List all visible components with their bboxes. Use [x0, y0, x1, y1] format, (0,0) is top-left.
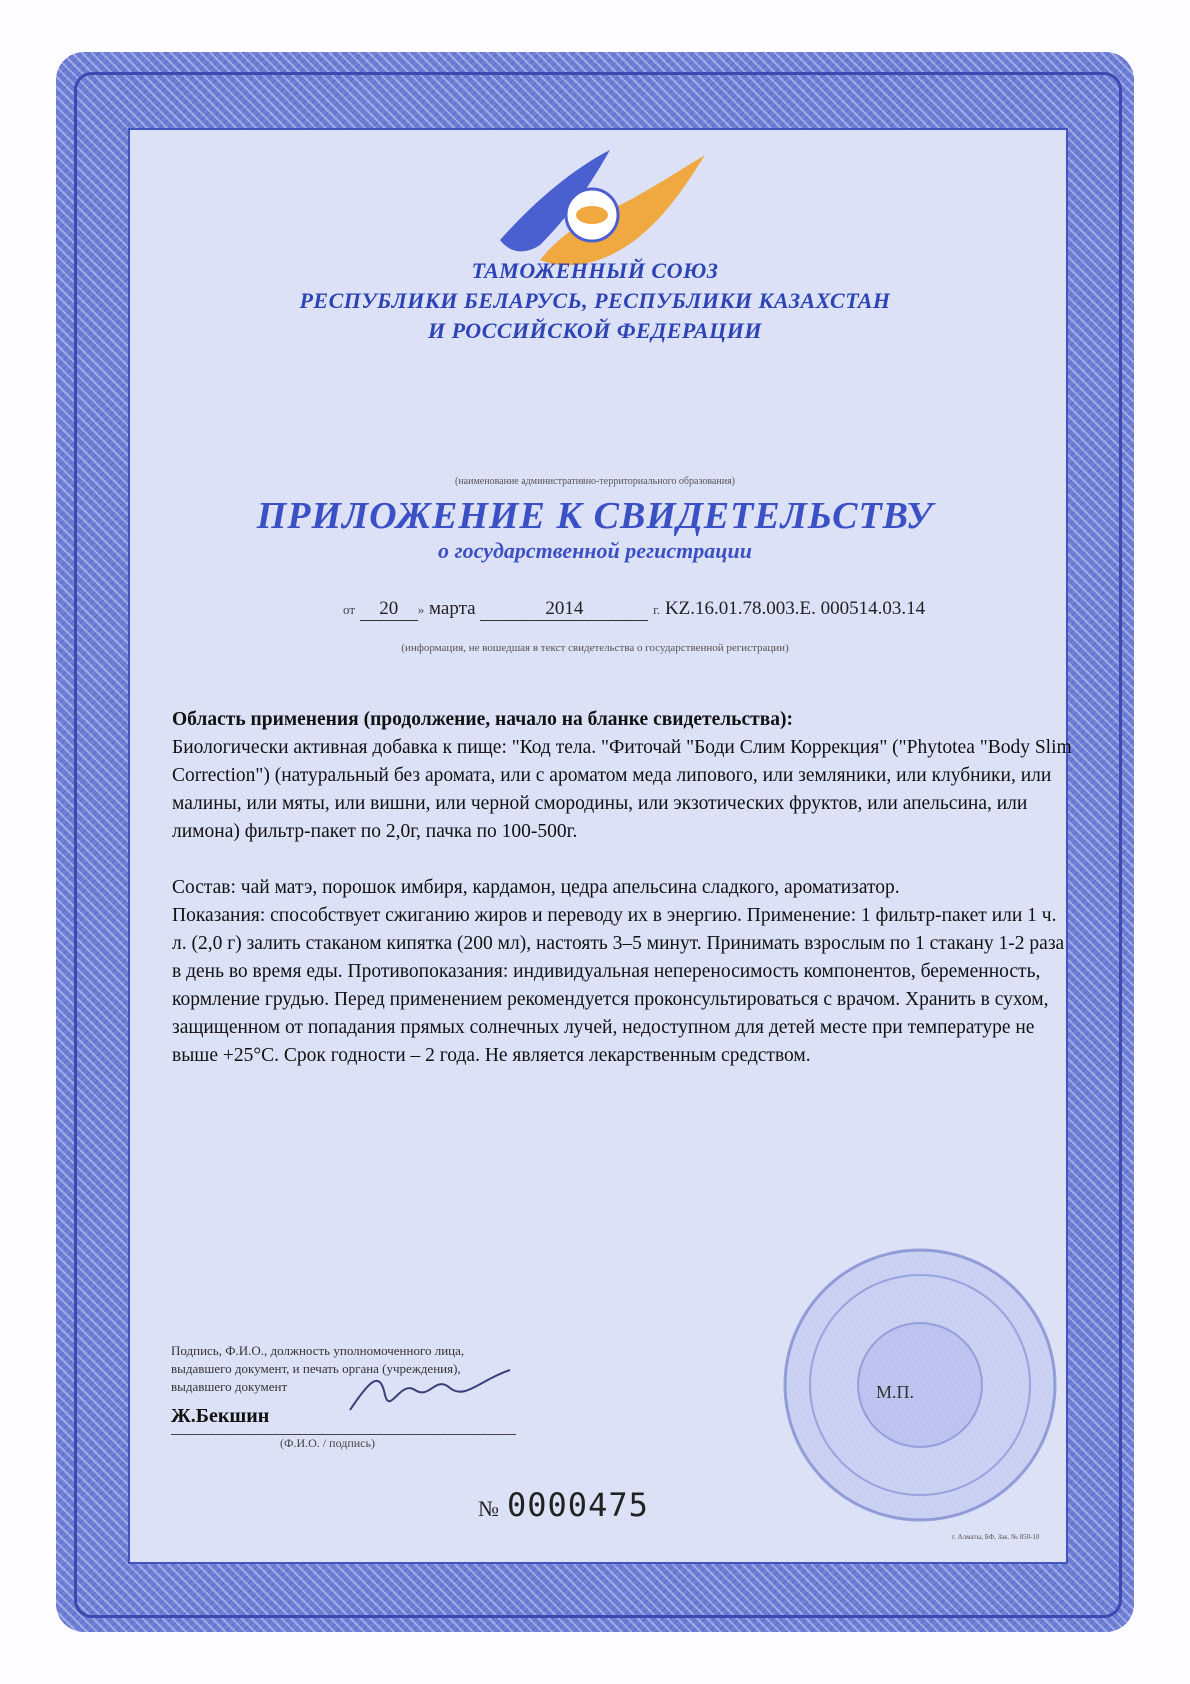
- serial-number: [478, 1486, 649, 1524]
- reg-number: KZ.16.01.78.003.Е. 000514.03.14: [664, 598, 926, 619]
- indications-text: Показания: способствует сжиганию жиров и переводу их в энергию. Применение: 1 фильтр-пакет или 1 ч. л. (2,0 г) залить стаканом кипятка (200 мл), настоять 3–5 минут. Принимать взрослым по 1 стакану 1-2 раза в день во время еды. Противопоказания: индивидуальная непереносимость компонентов, беременность, кормление грудью. Перед применением рекомендуется проконсультироваться с врачом. Хранить в сухом, защищенном от попадания прямых солнечных лучей, недоступном для детей месте при температуре не выше +25°С. Срок годности – 2 года. Не является лекарственным средством.: [172, 905, 1065, 1066]
- admin-caption: (наименование административно-территориального образования): [454, 476, 735, 487]
- customs-union-logo: [480, 145, 720, 275]
- signature-rule: [171, 1434, 516, 1435]
- sig-caption-line-3: выдавшего документ: [171, 1379, 288, 1394]
- official-stamp: [770, 1235, 1070, 1535]
- header-line-3: И РОССИЙСКОЙ ФЕДЕРАЦИИ: [428, 318, 762, 343]
- reg-prefix: от: [343, 602, 356, 617]
- scope-text: Биологически активная добавка к пище: "Код тела. "Фиточай "Боди Слим Коррекция" ("Phytotea "Body Slim Correction") (натуральный без аромата, или с ароматом меда липового, или земляники, или клубники, или малины, или мяты, или вишни, или черной смородины, или экзотических фруктов, или апельсина, или лимона) фильтр-пакет по 2,0г, пачка по 100-500г.: [172, 737, 1072, 842]
- handwritten-signature: [340, 1360, 520, 1420]
- reg-day: 20: [360, 598, 418, 621]
- signer-name-caption: (Ф.И.О. / подпись): [280, 1436, 375, 1450]
- stamp-place-label: М.П.: [876, 1382, 915, 1402]
- reg-year: 2014: [480, 598, 648, 621]
- document-subtitle: о государственной регистрации: [438, 538, 752, 563]
- header-line-1: ТАМОЖЕННЫЙ СОЮЗ: [471, 258, 719, 283]
- reg-month: марта: [429, 598, 476, 619]
- serial-value: 0000475: [507, 1486, 649, 1524]
- printer-note: г. Алматы, БФ, Зак. № 850-10: [952, 1533, 1040, 1541]
- reg-quote: »: [417, 602, 425, 617]
- document-title: ПРИЛОЖЕНИЕ К СВИДЕТЕЛЬСТВУ: [256, 495, 934, 537]
- scope-heading: Область применения (продолжение, начало на бланке свидетельства):: [172, 709, 794, 730]
- registration-line: [343, 598, 925, 621]
- content-body: [172, 706, 1072, 1070]
- reg-year-suffix: г.: [653, 602, 661, 617]
- info-caption: (информация, не вошедшая в текст свидетельства о государственной регистрации): [401, 642, 789, 654]
- sig-caption-line-2: выдавшего документ, и печать органа (учреждения),: [171, 1361, 461, 1376]
- composition-text: Состав: чай матэ, порошок имбиря, кардамон, цедра апельсина сладкого, ароматизатор.: [172, 877, 900, 898]
- signer-name: Ж.Бекшин: [171, 1405, 270, 1427]
- serial-sign: №: [478, 1496, 499, 1521]
- sig-caption-line-1: Подпись, Ф.И.О., должность уполномоченного лица,: [171, 1343, 465, 1358]
- header-line-2: РЕСПУБЛИКИ БЕЛАРУСЬ, РЕСПУБЛИКИ КАЗАХСТАН: [299, 288, 891, 313]
